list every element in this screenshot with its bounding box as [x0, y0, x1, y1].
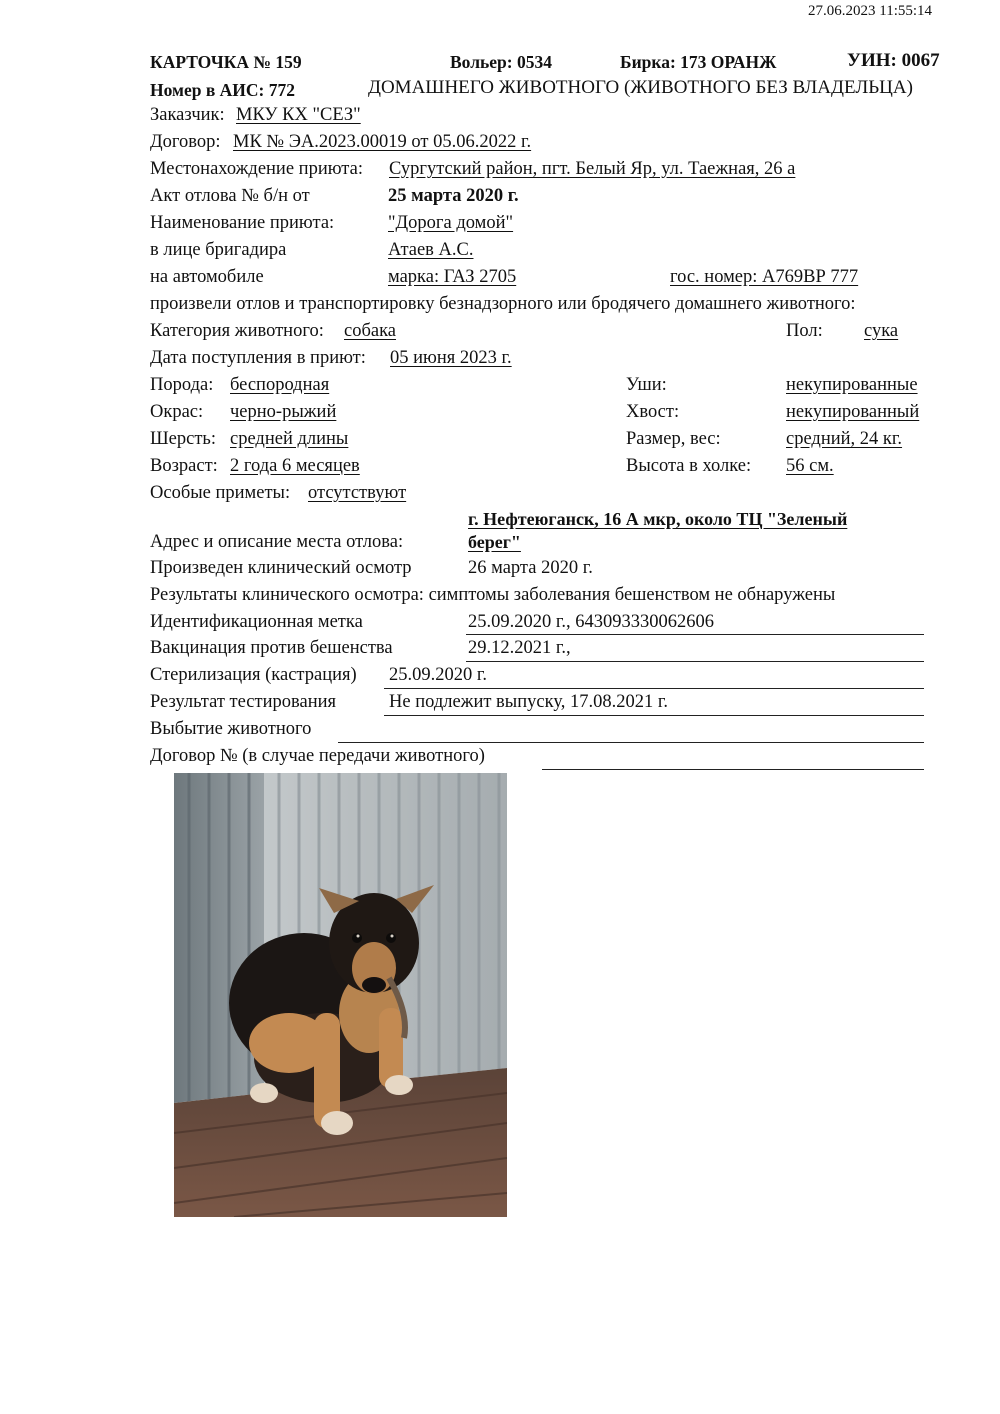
vaccination-underline [466, 661, 924, 662]
ears-label: Уши: [626, 375, 667, 395]
departure-label: Выбытие животного [150, 719, 312, 739]
vaccination-value: 29.12.2021 г., [468, 638, 571, 658]
category-value: собака [344, 321, 397, 341]
uin-number: УИН: 0067 [847, 50, 940, 71]
transport-statement: произвели отлов и транспортировку безнадзорного или бродячего домашнего животного: [150, 294, 856, 314]
customer-label: Заказчик: [150, 105, 225, 125]
special-marks-label: Особые приметы: [150, 483, 291, 503]
document-title: ДОМАШНЕГО ЖИВОТНОГО (ЖИВОТНОГО БЕЗ ВЛАДЕЛЬЦА) [368, 77, 913, 98]
size-weight-label: Размер, вес: [626, 429, 721, 449]
tail-value: некупированный [786, 402, 920, 422]
customer-value: МКУ КХ "СЕЗ" [236, 105, 361, 125]
shelter-name-label: Наименование приюта: [150, 213, 335, 233]
test-result-underline [384, 715, 924, 716]
fur-label: Шерсть: [150, 429, 216, 449]
age-value: 2 года 6 месяцев [230, 456, 360, 476]
id-mark-value: 25.09.2020 г., 643093330062606 [468, 612, 715, 632]
enclosure-number: Вольер: 0534 [450, 52, 552, 72]
tail-label: Хвост: [626, 402, 680, 422]
transfer-contract-label: Договор № (в случае передачи животного) [150, 746, 485, 766]
color-value: черно-рыжий [230, 402, 337, 422]
color-label: Окрас: [150, 402, 204, 422]
tag-number: Бирка: 173 ОРАНЖ [620, 52, 777, 72]
id-mark-label: Идентификационная метка [150, 612, 363, 632]
arrival-date-value: 05 июня 2023 г. [390, 348, 512, 368]
departure-underline [338, 742, 924, 743]
capture-address-line2: берег" [468, 532, 521, 552]
print-timestamp: 27.06.2023 11:55:14 [808, 3, 933, 19]
contract-label: Договор: [150, 132, 221, 152]
test-result-value: Не подлежит выпуску, 17.08.2021 г. [389, 692, 668, 712]
clinical-exam-result: Результаты клинического осмотра: симптомы заболевания бешенством не обнаружены [150, 585, 836, 605]
vaccination-label: Вакцинация против бешенства [150, 638, 393, 658]
breed-label: Порода: [150, 375, 214, 395]
breed-value: беспородная [230, 375, 330, 395]
vehicle-plate: гос. номер: А769ВР 777 [670, 267, 859, 287]
size-weight-value: средний, 24 кг. [786, 429, 903, 449]
ais-number: Номер в АИС: 772 [150, 80, 295, 100]
shelter-location-value: Сургутский район, пгт. Белый Яр, ул. Таежная, 26 а [389, 159, 796, 179]
special-marks-value: отсутствуют [308, 483, 407, 503]
capture-act-label: Акт отлова № б/н от [150, 186, 310, 206]
sterilization-label: Стерилизация (кастрация) [150, 665, 357, 685]
clinical-exam-date: 26 марта 2020 г. [468, 558, 593, 578]
contract-value: МК № ЭА.2023.00019 от 05.06.2022 г. [233, 132, 532, 152]
sex-label: Пол: [786, 321, 823, 341]
brigadier-label: в лице бригадира [150, 240, 287, 260]
sex-value: сука [864, 321, 899, 341]
capture-address-label: Адрес и описание места отлова: [150, 532, 404, 552]
id-mark-underline [466, 634, 924, 635]
clinical-exam-label: Произведен клинический осмотр [150, 558, 412, 578]
card-number: КАРТОЧКА № 159 [150, 52, 302, 72]
sterilization-value: 25.09.2020 г. [389, 665, 488, 685]
vehicle-brand: марка: ГАЗ 2705 [388, 267, 517, 287]
transfer-contract-underline [542, 769, 924, 770]
sterilization-underline [384, 688, 924, 689]
arrival-date-label: Дата поступления в приют: [150, 348, 366, 368]
age-label: Возраст: [150, 456, 218, 476]
fur-value: средней длины [230, 429, 349, 449]
shelter-name-value: "Дорога домой" [388, 213, 514, 233]
vehicle-label: на автомобиле [150, 267, 264, 287]
test-result-label: Результат тестирования [150, 692, 337, 712]
dog-photo [174, 773, 507, 1217]
height-value: 56 см. [786, 456, 834, 476]
shelter-location-label: Местонахождение приюта: [150, 159, 363, 179]
brigadier-value: Атаев А.С. [388, 240, 474, 260]
height-label: Высота в холке: [626, 456, 752, 476]
capture-address-line1: г. Нефтеюганск, 16 А мкр, около ТЦ "Зеленый [468, 509, 848, 529]
ears-value: некупированные [786, 375, 918, 395]
category-label: Категория животного: [150, 321, 324, 341]
capture-act-date: 25 марта 2020 г. [388, 186, 519, 206]
